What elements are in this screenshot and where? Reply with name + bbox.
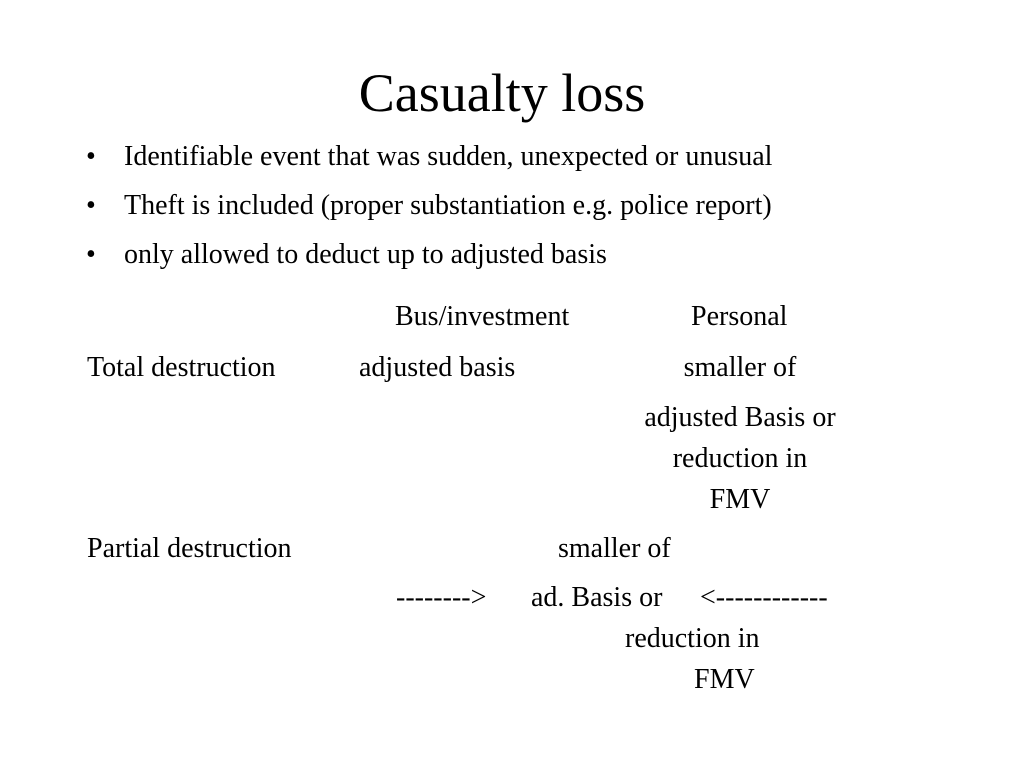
total-destruction-personal-line: FMV	[709, 484, 771, 515]
total-destruction-personal-line: reduction in	[672, 443, 808, 474]
bullet-text: Identifiable event that was sudden, unexpected or unusual	[124, 141, 773, 172]
partial-destruction-line: ad. Basis or	[531, 582, 663, 613]
total-destruction-personal-line: smaller of	[683, 352, 797, 383]
left-arrow-text: -------->	[396, 582, 487, 613]
bullet-text: Theft is included (proper substantiation e.g. police report)	[124, 190, 772, 221]
total-destruction-business: adjusted basis	[359, 352, 516, 383]
row-label-partial-destruction: Partial destruction	[87, 533, 292, 564]
header-personal: Personal	[691, 301, 788, 332]
partial-destruction-line: smaller of	[558, 533, 671, 564]
header-business: Bus/investment	[395, 301, 570, 332]
bullet-marker: •	[86, 239, 96, 270]
bullet-marker: •	[86, 190, 96, 221]
bullet-text: only allowed to deduct up to adjusted basis	[124, 239, 607, 270]
total-destruction-personal-line: adjusted Basis or	[644, 402, 836, 433]
right-arrow-text: <------------	[700, 582, 828, 613]
partial-destruction-line: reduction in	[625, 623, 760, 654]
bullet-marker: •	[86, 141, 96, 172]
partial-destruction-line: FMV	[694, 664, 755, 695]
row-label-total-destruction: Total destruction	[87, 352, 276, 383]
slide-title: Casualty loss	[358, 63, 646, 123]
